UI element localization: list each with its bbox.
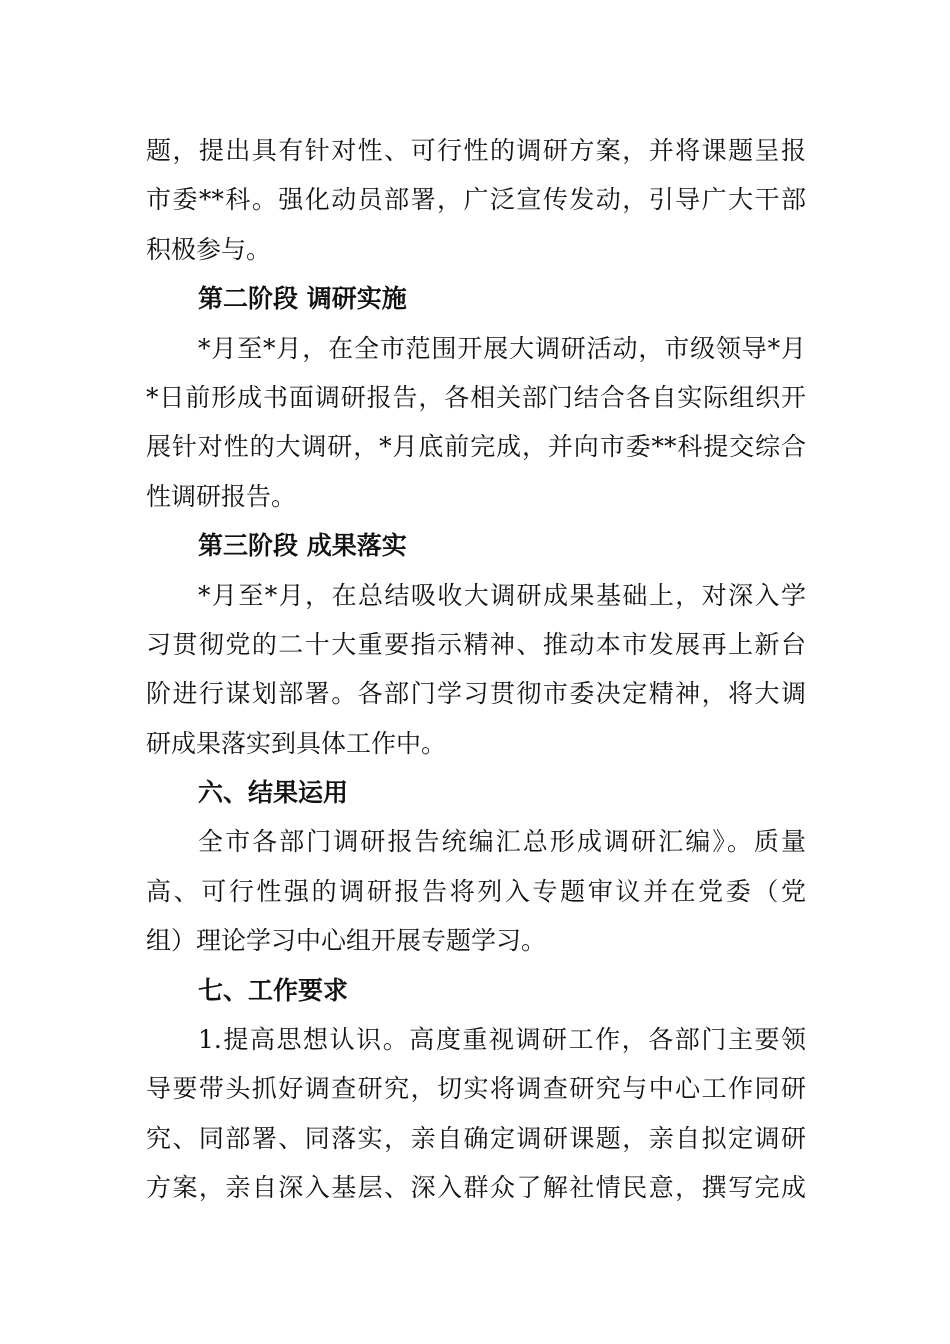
text-line: 方案，亲自深入基层、深入群众了解社情民意，撰写完成 [146, 1173, 806, 1203]
paragraph-stage-two [146, 324, 806, 522]
text-line: 究、同部署、同落实，亲自确定调研课题，亲自拟定调研 [146, 1123, 806, 1153]
text-line: 展针对性的大调研，*月底前完成，并向市委**科提交综合 [146, 432, 806, 462]
text-line: 性调研报告。 [146, 481, 297, 511]
heading-section-six: 六、结果运用 [198, 778, 349, 808]
text-line: *月至*月，在全市范围开展大调研活动，市级领导*月 [198, 333, 806, 363]
text-line: *日前形成书面调研报告，各相关部门结合各自实际组织开 [146, 382, 806, 412]
paragraph-work-requirements [146, 1015, 806, 1213]
text-line: *月至*月，在总结吸收大调研成果基础上，对深入学 [198, 580, 806, 610]
paragraph-plan-submission [146, 126, 806, 274]
text-line: 导要带头抓好调查研究，切实将调查研究与中心工作同研 [146, 1074, 806, 1104]
text-line: 题，提出具有针对性、可行性的调研方案，并将课题呈报 [146, 136, 806, 165]
text-line: 1.提高思想认识。高度重视调研工作，各部门主要领 [198, 1025, 806, 1055]
heading-section-seven: 七、工作要求 [198, 975, 349, 1005]
document-page [146, 126, 806, 1213]
text-line: 阶进行谋划部署。各部门学习贯彻市委决定精神，将大调 [146, 679, 806, 709]
text-line: 组）理论学习中心组开展专题学习。 [146, 926, 547, 956]
heading-stage-two: 第二阶段 调研实施 [198, 284, 407, 314]
text-line: 全市各部门调研报告统编汇总形成调研汇编》。质量 [198, 827, 806, 857]
text-line: 市委**科。强化动员部署，广泛宣传发动，引导广大干部 [146, 185, 806, 215]
text-line: 习贯彻党的二十大重要指示精神、推动本市发展再上新台 [146, 629, 806, 659]
text-line: 高、可行性强的调研报告将列入专题审议并在党委（党 [146, 876, 806, 906]
paragraph-stage-three [146, 571, 806, 769]
paragraph-result-use [146, 817, 806, 965]
text-line: 研成果落实到具体工作中。 [146, 728, 447, 758]
heading-stage-three: 第三阶段 成果落实 [198, 531, 407, 561]
text-line: 积极参与。 [146, 234, 272, 264]
